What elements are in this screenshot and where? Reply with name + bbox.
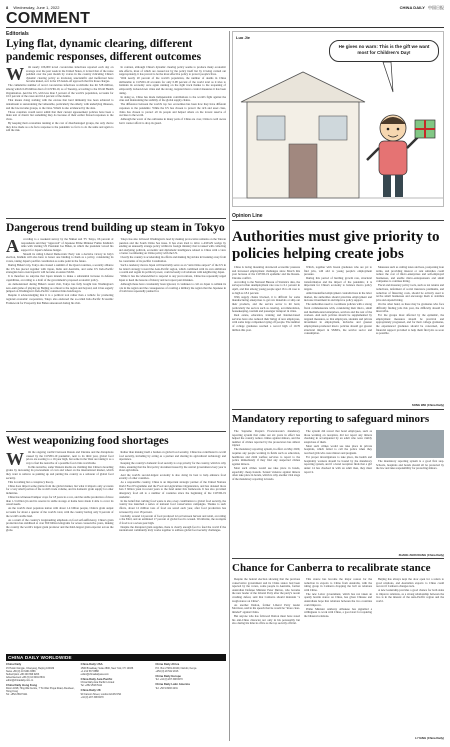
opinion-3-author: LI YANG (China Daily): [415, 736, 444, 740]
paragraph: ith nearly 106,000 novel coronavirus infections reported each day on average over the past week in the United States, it is hard that of the noise peddled over the past month by voices in the country ridiculing China's dynamic clearing policy as irrational, unscientific and ineffectual have become muted, as it is the US hands-off approach that fits those charges.: [26, 66, 114, 84]
paragraph: Should its ruling Liberal Democratic Party win a decisive victory in July's election, Kishida will also have to honor one binding to them as a policy, considering its voters, taking Japan's pacifist constitution as some point in the future.: [6, 251, 114, 264]
paragraph: China is facing mounting downward economic pressure and increased employment challenges since March this year because of the COVID-19 epidemic and the Russia-Ukraine conflict.: [232, 266, 300, 280]
paragraph: Despite it acknowledging that it is a political tool rather than a vehicle for promoting regional economic cooperation, Tokyo also endorsed the so-called Indo-Pacific Economic Framework for Prosperity that Biden announced during his visit.: [6, 293, 114, 305]
opinion-3-col-2: [304, 578, 372, 734]
paragraph: As the world's most populous nation with about 1.4 billion people, China's grain output accounts for about a quarter of the world's total, with the country having only 9 percent of the world's arable land.: [6, 506, 114, 518]
paragraph: As demonstrated during Biden's recent visit, Tokyo has fully bought into Washington's zero-sum game of playing up Beijing as a threat to the region and beyond, and it has eagerly jumped on Washington's Indo-Pacific contain-China bandwagon.: [6, 282, 114, 294]
contact-line: Tel: +44 (0) 207 398 8270: [155, 678, 183, 681]
issue-date: Wednesday, June 1, 2022: [13, 5, 60, 10]
paragraph: The authorities need to coordinate policies with a strong fiscal commensurate with, considering their micro, small and medium-sized enterprises, services and the rest of the workers. And such policies should be supplemented by targeted measures, so that employers, students and private investment in employment, inclusive and greener employment-promoted macro policies should get greater structural impact in SMSEs, the service sector and consumption.: [304, 302, 372, 336]
footer-col-1: [6, 663, 77, 741]
column-divider: [229, 31, 230, 741]
contact-heading: China Daily Hong Kong: [6, 682, 38, 687]
paragraph: Despite the disrupted grain supplies, there is clearly enough food to feed the world if the international community truly works together to address global food security challenges.: [118, 524, 226, 533]
contact-block: [155, 663, 226, 673]
opinion-3-body: [232, 578, 444, 734]
paragraph: The difference between the world's top two economies has been how they have different responses to the pandemic. While the US has chosen to protect the rich and asset class, China has chosen to protect all its people and helped others on the lowest reserve of vaccines to the world.: [118, 102, 226, 118]
paragraph: Tokyo has also followed Washington's lead by making provocative remarks on the Taiwan question and the South China Sea issue. It has even tried to drive a ASEAN wedge by sending an unusually strange policy within its foreign ministry that is tasked with collecting and analyzing political, economic and diplomatic intelligence related to China with a view to better coordinating on China policy with the US.: [118, 238, 226, 256]
contact-block: [155, 675, 226, 682]
opinion-2-col-2: [304, 430, 372, 552]
paragraph: This stance has become the major reason for the reduction in exports to China from Australia, with the ruling group in Canberra dropping the ball on relations with China.: [304, 578, 372, 592]
contact-line: +254 (0) 20 522 2016: [155, 669, 179, 673]
contact-line: Room 1818, Hing Wai Centre, 7 Tin Wan Praya Road, Aberdeen, Hong Kong: [6, 687, 75, 693]
paragraph: Measures such as cutting taxes and fees, postponing loan terms, and providing interest or rent subsidies could reduce the cost of micro-enterprises and self-employed businesses, and enable micro-entrepreneurs and small companies to continue hiring.: [376, 266, 444, 284]
opinion-2-author: ZHANG ZHOUXIANG (China Daily): [398, 553, 444, 557]
footer-bar: CHINA DAILY WORLDWIDE: [6, 654, 226, 661]
contact-heading: China Daily Africa: [155, 662, 180, 666]
contact-heading: China Daily Europe: [155, 673, 181, 678]
editorials-label: Editorials: [6, 31, 29, 37]
contact-block: [81, 689, 152, 699]
paragraph: Most such crimes would see take place in private hospitals, which failed to call the police when they received girls who were minors and pregnant.: [304, 443, 372, 456]
opinion-1-col-2: [304, 266, 372, 402]
opinion-3-col-3: [376, 578, 444, 734]
opinion-1-col-3: [376, 266, 444, 402]
contact-line: Tel: +852 2518 5111: [80, 684, 103, 687]
paragraph: During this period of hurtling growth rate, structural transformation and the impact of the pandemic, it is important for China's economy to balance macro policy targets.: [304, 276, 372, 292]
contact-line: +44 (0) 207 398 8270: [80, 695, 104, 699]
contact-line: 15 Huixin Dongjie, Chaoyang, Beijing 100029: [6, 666, 55, 670]
contact-line: 90 Cannon Street, London EC4N 6HA: [80, 692, 122, 696]
paragraph: In the belief that curbing food waste is also a key contribution to global food security, the country has launched a series of national food conservation campaigns. Thanks to such efforts, about 12 million tons of food are saved each year, after food production has increased by over 18 percent.: [118, 498, 226, 514]
paragraph: In this narrative, some Western media are claiming that China is hoarding grains by increasing its procurement of corn and wheat on the international market, which they want to remove as pushing up and putting the country as a saboteur of global food security.: [6, 464, 114, 480]
editorial-3-title: West weaponizing food shortages: [6, 435, 169, 447]
divider: [6, 431, 226, 432]
section-masthead: [6, 10, 444, 28]
paragraph: While it has the wherewithal to respond to any provocations, China has repeatedly urged Japan to heed the lessons of history and not repeat past mistakes.: [118, 274, 226, 283]
paragraph: Globally, around 14 percent of food produced is lost between harvest and retail, according to the FAO, and an estimated 17 percent of global food is wasted. Worldwide, the stockpile of food is at a seven-year high.: [118, 513, 226, 525]
footer-col-2: [81, 663, 152, 741]
paragraph: Although these have consistently been ignored, it continues to call on Japan to rethink its role in the region and the consequences of courting a military the region that the Japanese in of both have repeatedly pushed for.: [118, 282, 226, 294]
paragraph: Beijing has always kept the door open for a return to good relations, and Australian exports to China could recover if Canberra changes tack.: [376, 578, 444, 589]
dropcap: W: [6, 66, 24, 84]
speech-bubble: He gives no warn: This is the gift we want most for Children's Day!: [329, 40, 439, 62]
contact-block: [6, 684, 77, 697]
paragraph: That means doing nothing with the excuse that herd immunity has been achieved is tantamount to surrendering the vulnerable, particularly the elderly, with underlying illnesses, and the low-income groups, to the virus. Which is also evidenced by the data.: [6, 98, 114, 110]
opinion-1-title: Authorities must give priority to policies helping create jobs: [232, 229, 440, 262]
paragraph: But anyone who has followed Dutton must have noted his anti-China character not only in his personality but also during his time in office as the top security official.: [232, 613, 300, 626]
paragraph: In doing so, China has made indispensable contributions to the world's fight against the virus and maintaining the stability of the global supply chains.: [118, 94, 226, 103]
editorial-cartoon: [232, 31, 444, 207]
dropcap: W: [6, 451, 24, 469]
paragraph: Although the worst of the outbreaks in many parts of China are over, China is well aware that it cannot afford to drop its guard.: [118, 117, 226, 125]
paragraph: Such a tendency moves Japan will inevitably serve as an "anti-China outpost" of the US in the latter's strategy toward the Asia-Pacific region, which combined with its own ambitions to rearm and regain its political power, could severely roil relations with neighboring Japan.: [118, 263, 226, 275]
paragraph: China has witnessed bumper crops for 18 years in a row, and the stable production of more than 1.3 trillion jin and its reserve in stable storage at home have made it able to cover its cereal needs.: [6, 495, 114, 507]
paragraph: ccording to a weekend survey by the Nikkei and TV Tokyo, 66 percent of respondents said they "approved" of Japanese Prime Minister Fumio Kishida's talks with visiting US President Joe Biden, in which the president voiced his support for Japan's defense budget.: [21, 238, 114, 252]
opinion-1-col-1: [232, 266, 300, 402]
opinion-2-body: [232, 430, 444, 552]
masthead-name: CHINA DAILY: [399, 5, 425, 10]
paragraph: The Supreme People's Procuratorate's mandatory reporting system that came out six years in effect has helped the country reduce crimes against minors, and the number of crimes reported by the prosecutors has almost tripled.: [232, 430, 300, 448]
paragraph: Fiscal and monetary policy tools, such as tax returns and reductions, deferment of social insurance premiums, and reduction of financing costs, should be actively used to revive small businesses and encourage them to stabilize jobs and expand hiring.: [376, 283, 444, 302]
paragraph: China does import some grains from the global market, but what it imports only accounts for a very small portion of the world's trade volume, and its domestic grain supply for other industries.: [6, 483, 114, 496]
paragraph: By keeping their economies running at the cost of disadvantaged groups, the only choice they have made as a de facto response to the pandemic so far is to do the same and again to add the risk.: [6, 120, 114, 133]
contact-block: [155, 683, 226, 690]
editorial-3-col-2: [119, 451, 227, 649]
contact-line: Advertisement +86 (0) 10 6491 8631: [6, 675, 45, 679]
contact-line: Tel: +56 9 8293 4231: [155, 686, 178, 690]
footer-col-3: [155, 663, 226, 741]
paragraph: The mandatory reporting system is a good first step. Schools, hospitals and hotels should all be protected by the law and take responsibility for protecting minors.: [376, 459, 444, 471]
editorial-1-col-2: [119, 66, 227, 214]
opinion-2-title: Mandatory reporting to safeguard minors: [232, 413, 430, 425]
author-photo: [376, 430, 444, 458]
contact-block: [6, 663, 77, 682]
dropcap: A: [6, 238, 19, 256]
paragraph: The cumulative number of novel coronavirus infections worldwide has hit 528 million, among which 6.28 million died of COVID-19, as of Tuesday, according to the World Health Organization. And the US, with less than 5 percent of the world's population, accounts for 16.5 percent of the cases and 16.4 percent of the deaths.: [6, 83, 114, 99]
paragraph: With nearly 20 percent of the world's population, the number of deaths in China attributable to COVID-19 accounts for only 0.08 percent of the world total as it tries to maintain its economy once again running on the right track thanks to the reopening of temporarily locked-down cities and the strong, targeted macro control measures it has been taking.: [118, 76, 226, 95]
paragraph: For proper investigations to take place, the health and hospitality workers should be bound by the mandatory reporting system, and if a hotel reception finds that a girl under 14 has checked in with an adult man, they must report it.: [304, 455, 372, 474]
paragraph: On the other hand, as there may be graduates who face difficulty finding jobs this year, the difficulty should be innovative.: [376, 301, 444, 314]
paragraph: During Biden's trip, Tokyo also hosted a summit of the Quad countries, a security alliance the US has pieced together with Japan, India and Australia, and some US Indo-Pacific strategists have even hoped it will become an Asian NATO.: [6, 263, 114, 275]
contact-block: [81, 678, 152, 688]
paragraph: Prime Minister Anthony Albanese has signalled a willingness to work with China, a good start for repairing the bilateral relations.: [304, 606, 372, 618]
cartoon-credit: Luo Jie: [236, 35, 251, 40]
divider: [232, 558, 444, 559]
contact-heading: China Daily USA: [80, 662, 103, 666]
paragraph: Most such crimes would see take place in hotels, especially cheap hostels. Sexual violence against minors often take place in hotels, which is why another vital stage of the mandatory reporting is hotels.: [232, 465, 300, 481]
paragraph: It is therefore no surprise that Japan intends to make a substantial increase in defense capabilities, according to a draft of the government's proposed economic policy.: [6, 274, 114, 283]
paragraph: The mandatory reporting system, in effect on May 2020, requires any people working in fields such as education, healthcare and child welfare services to report to the police immediately if they find any suspected crimes against minors.: [232, 447, 300, 466]
paragraph: Those countries would never admit that their current appeasement policies have been a main text of drastic but something they do because of their earlier flawed responses to the virus.: [6, 109, 114, 121]
paragraph: As another Dutton, former Liberal Party leader Morrison, said in his speech that he would be "more clear-minded" against China.: [232, 602, 300, 614]
paragraph: As a result of the country's longstanding emphasis on food self-sufficiency, China's grain production has stabilized at over 650 billion kilograms for seven consecutive years, making the country the world's largest grain producer and the third-largest grain exporter across the globe.: [6, 517, 114, 533]
paragraph: Clearly the country is accelerating its efforts and making big strides in breaking away from the constraints of its pacifist Constitution.: [118, 255, 226, 264]
paragraph: Rather than making itself a burden on global food security, China has contributed to world food security, including by acting as a partner and sharing its agricultural technology and experience.: [118, 451, 226, 462]
paragraph: And the world's second-largest economy is also doing its best to help enhance food security of other countries.: [118, 472, 226, 481]
editorial-3-col-1: [6, 451, 114, 649]
paragraph: Which, together with frozen graduates who are yet to find jobs, will add to young people's employment pressure.: [304, 266, 372, 277]
contact-line: 1500 Broadway, Suite 2800, New York, NY 10036: [80, 666, 134, 670]
editorial-1-title: Lying flat, dynamic clearing, different pandemic responses, different outcomes: [6, 38, 202, 63]
contact-line: China Daily Asia Pacific Limited: [80, 681, 115, 684]
footer-contacts: [6, 663, 226, 741]
opinion-line-label: Opinion Line: [232, 213, 263, 219]
contact-line: Subscription +86 400 699 0203: [6, 672, 40, 676]
contact-line: Tel: +852 2518 5111: [6, 693, 28, 696]
paragraph: The system did reveal that hotel employees, such as those working on reception, did not report any minors checking in accompanied by an adult who were visibly suspicious of them.: [304, 430, 372, 444]
paragraph: For the groups most affected by the epidemic, the employment measures should be practical and appropriately progressed, and for their college graduates, the experienced graduates should be concerned, and financial support provided to help them find jobs as soon as possible.: [376, 313, 444, 336]
editorial-2-col-1: [6, 238, 114, 430]
contact-line: News +86 (0) 10 6491 8366: [6, 669, 36, 673]
paragraph: The new Labor government, which has not taken an openly hostile stance on China, has given Chinese and Australians hope that relations between the two countries could improve.: [304, 591, 372, 607]
paragraph: Amid intensified employment contradictions in the labor market, the authorities should prioritize employment and increase investment in and improve policy support.: [304, 291, 372, 303]
contact-heading: China Daily Asia Pacific: [80, 676, 113, 681]
divider: [6, 218, 226, 219]
paragraph: Keeping the country's domestic food security is a top priority for the country, which is why China, ensuring that the first policy document issued by the central government every year is about agriculture.: [118, 461, 226, 473]
editorial-1-col-1: [6, 66, 114, 214]
opinion-2-col-1: [232, 430, 300, 552]
opinion-3-title: Chance for Canberra to recalibrate stance: [232, 562, 431, 574]
paragraph: In contrast, although China's dynamic clearing policy seems to produce many economic side effects, most of which are caused not by the policy itself but by it being carried out inappropriately, it has proved to be the most effective policy to protect people's lives.: [118, 66, 226, 77]
page-number: 8: [6, 5, 9, 10]
editorial-2-title: Dangerous trend building up steam in Tokyo: [6, 222, 225, 234]
divider: [232, 409, 444, 410]
contact-block: [81, 663, 152, 676]
paragraph: This is nothing but a conspiracy theory.: [8, 479, 54, 484]
paragraph: According to the National Bureau of Statistics data, the surveyed urban unemployment rate rose to 6.1 percent in April, and that among young people aged 16 to 24 rose to as high as 18.2 percent.: [232, 279, 300, 295]
contact-line: editor@chinadaily.com.cn: [6, 678, 34, 682]
contact-heading: China Daily Latin America: [155, 682, 190, 686]
section-title: COMMENT: [6, 10, 91, 27]
contact-line: editor@chinadailyusa.com: [80, 672, 109, 676]
contact-line: +1 212 537 8888: [80, 669, 99, 673]
divider: [232, 220, 444, 221]
opinion-3-col-1: [232, 578, 300, 734]
contact-heading: China Daily UK: [80, 688, 101, 692]
editorial-2-col-2: [119, 238, 227, 430]
paragraph: With supply chains blocked, it is difficult for some manufacturing enterprises to get raw materials or ship out their products, and the service sector is hit hard, particularly the sectors such as catering, accommodation, housekeeping, tourism and passenger transport in cities.: [232, 294, 300, 314]
paragraph: As a responsible country, China is an important strategic partner of the United Nations World Food Programme and the Food and Agriculture Organization, and has donated more than 3 billion yuan in recent years to the fund under this framework. It has also provided emergency food aid to a number of countries since the beginning of the COVID-19 pandemic.: [118, 480, 226, 499]
editorial-2-body: [6, 238, 226, 430]
editorial-3-body: [6, 451, 226, 649]
paragraph: A new leadership provides a good chance for both sides to improve relations, as a strong relationship between the two is in the interest of the Asia-Pacific region and the world.: [376, 588, 444, 604]
contact-heading: China Daily: [6, 662, 22, 666]
opinion-1-body: [232, 266, 444, 402]
paragraph: Real estate, education, training and Internet-based services have also reduced their hiring of new employees, with some large companies laying off people. The number of college graduates reached a record high of 10.76 million this year.: [232, 313, 300, 332]
contact-line: P.O. Box 27281-00100, Nairobi, Kenya: [155, 666, 197, 670]
editorial-1-body: [6, 66, 226, 214]
opinion-1-author: SONG WEI (China Daily): [411, 403, 444, 407]
opinion-2-col-3: [376, 430, 444, 552]
paragraph: ith the ongoing conflict between Russia and Ukraine and the disruptions caused by the COVID-19 pandemic, next to its third year, global food prices are soaring to a 10-year high, but some in the West are taking it as a way to fuel the narrative of a possible food crisis worldwide.: [26, 451, 114, 465]
paragraph: Despite the federal election showing that the previous conservative government and its China stance had been rejected by the voters, some people in Australia, former Australian Defense Minister Peter Dutton, who became the new leader of the Liberal Party after the party's recent crushing defeat, said that Canberra should maintain "a tough stance on China".: [232, 578, 300, 603]
masthead-chinese: 中国日报: [428, 5, 444, 10]
